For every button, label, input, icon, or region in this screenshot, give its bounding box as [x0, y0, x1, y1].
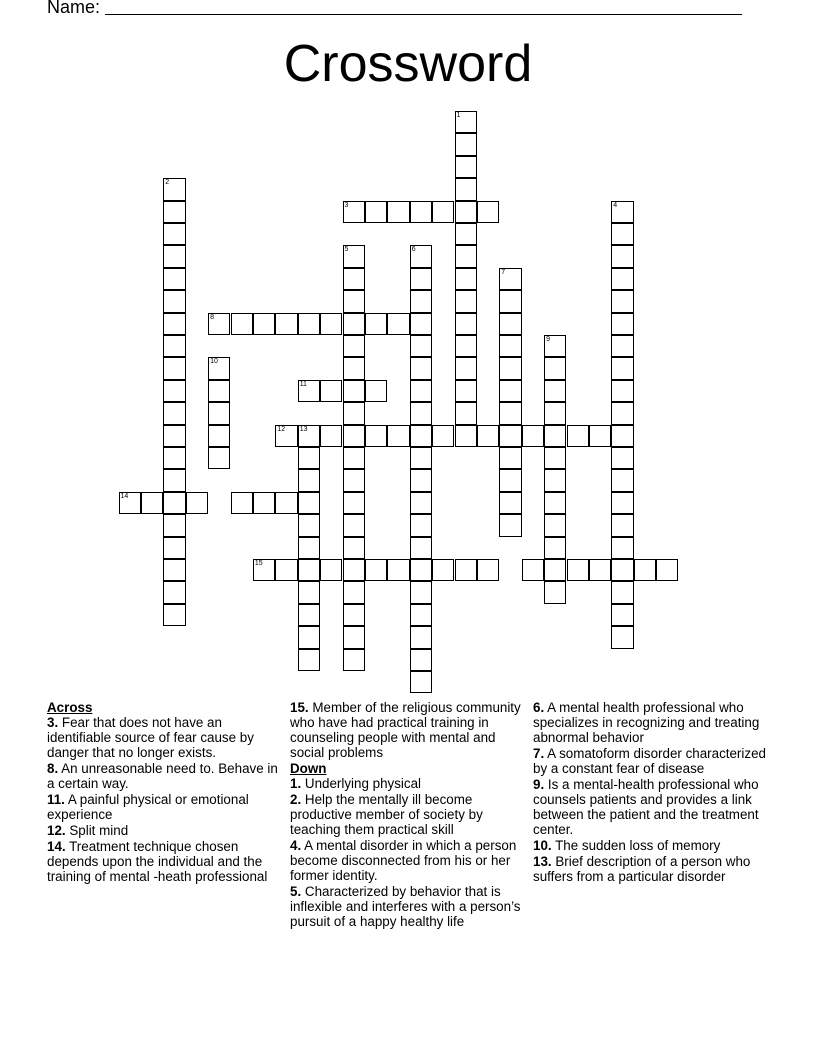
grid-cell[interactable] [477, 559, 499, 581]
grid-cell[interactable] [432, 559, 454, 581]
grid-cell[interactable] [522, 559, 544, 581]
grid-cell[interactable] [163, 537, 185, 559]
grid-cell[interactable] [432, 425, 454, 447]
grid-cell[interactable] [387, 313, 409, 335]
grid-cell[interactable] [298, 425, 320, 447]
grid-cell[interactable] [410, 469, 432, 491]
grid-cell[interactable] [343, 559, 365, 581]
clue-text: A painful physical or emotional experience [47, 792, 249, 822]
grid-cell[interactable] [253, 492, 275, 514]
grid-cell[interactable] [544, 559, 566, 581]
down-heading: Down [290, 761, 327, 776]
grid-cell[interactable] [298, 559, 320, 581]
grid-cell[interactable] [544, 335, 566, 357]
grid-cell[interactable] [298, 649, 320, 671]
grid-cell[interactable] [544, 492, 566, 514]
down-clue-10 [533, 838, 771, 853]
across-clue-3 [47, 715, 285, 760]
grid-cell[interactable] [589, 559, 611, 581]
grid-cell[interactable] [320, 380, 342, 402]
grid-cell[interactable] [163, 447, 185, 469]
grid-cell[interactable] [298, 380, 320, 402]
grid-cell[interactable] [298, 537, 320, 559]
clue-number: 5. [290, 884, 302, 899]
grid-cell[interactable] [410, 604, 432, 626]
grid-cell[interactable] [141, 492, 163, 514]
clue-text: An unreasonable need to. Behave in a certain way. [47, 761, 278, 791]
grid-cell[interactable] [343, 626, 365, 648]
grid-cell[interactable] [544, 425, 566, 447]
clue-number-label: 6 [411, 246, 416, 254]
grid-cell[interactable] [611, 626, 633, 648]
clue-number: 2. [290, 792, 302, 807]
grid-cell[interactable] [410, 671, 432, 693]
clue-number-label: 7 [501, 268, 506, 276]
grid-cell[interactable] [387, 559, 409, 581]
grid-cell[interactable] [163, 245, 185, 267]
grid-cell[interactable] [387, 201, 409, 223]
grid-cell[interactable] [499, 335, 521, 357]
grid-cell[interactable] [499, 313, 521, 335]
grid-cell[interactable] [298, 447, 320, 469]
grid-cell[interactable] [163, 559, 185, 581]
grid-cell[interactable] [231, 492, 253, 514]
grid-cell[interactable] [455, 335, 477, 357]
grid-cell[interactable] [163, 313, 185, 335]
grid-cell[interactable] [343, 245, 365, 267]
grid-cell[interactable] [275, 559, 297, 581]
clue-text: Is a mental-health professional who counsels patients and provides a link between the patient and the treatment center. [533, 777, 759, 837]
grid-cell[interactable] [275, 492, 297, 514]
grid-cell[interactable] [275, 313, 297, 335]
grid-cell[interactable] [163, 268, 185, 290]
clue-number: 3. [47, 715, 59, 730]
clue-number-label: 8 [210, 313, 214, 321]
grid-cell[interactable] [499, 290, 521, 312]
grid-cell[interactable] [477, 201, 499, 223]
grid-cell[interactable] [365, 201, 387, 223]
clue-number: 13. [533, 854, 552, 869]
grid-cell[interactable] [611, 357, 633, 379]
name-label: Name: [47, 0, 101, 17]
grid-cell[interactable] [365, 559, 387, 581]
grid-cell[interactable] [611, 425, 633, 447]
grid-cell[interactable] [410, 626, 432, 648]
grid-cell[interactable] [656, 559, 678, 581]
grid-cell[interactable] [231, 313, 253, 335]
clue-number: 14. [47, 839, 66, 854]
grid-cell[interactable] [186, 492, 208, 514]
down-clue-9 [533, 777, 771, 837]
clue-number-label: 1 [456, 112, 461, 119]
grid-cell[interactable] [611, 447, 633, 469]
grid-cell[interactable] [343, 290, 365, 312]
grid-cell[interactable] [163, 402, 185, 424]
clue-number-label: 12 [277, 425, 286, 433]
grid-cell[interactable] [343, 268, 365, 290]
down-clue-5 [290, 884, 528, 929]
grid-cell[interactable] [410, 380, 432, 402]
grid-cell[interactable] [208, 380, 230, 402]
grid-cell[interactable] [611, 469, 633, 491]
page-title: Crossword [283, 35, 533, 93]
clue-number-label: 10 [210, 358, 218, 366]
clue-number-label: 13 [299, 425, 308, 433]
grid-cell[interactable] [343, 335, 365, 357]
grid-cell[interactable] [611, 268, 633, 290]
grid-cell[interactable] [298, 581, 320, 603]
clue-number: 11. [47, 792, 65, 807]
grid-cell[interactable] [410, 537, 432, 559]
across-clue-14 [47, 839, 285, 884]
clue-number-label: 4 [613, 201, 618, 209]
grid-cell[interactable] [499, 492, 521, 514]
grid-cell[interactable] [432, 201, 454, 223]
grid-cell[interactable] [253, 559, 275, 581]
grid-cell[interactable] [611, 313, 633, 335]
grid-cell[interactable] [455, 290, 477, 312]
grid-cell[interactable] [611, 223, 633, 245]
clue-number-label: 15 [254, 560, 263, 567]
grid-cell[interactable] [298, 604, 320, 626]
grid-cell[interactable] [343, 537, 365, 559]
grid-cell[interactable] [298, 492, 320, 514]
grid-cell[interactable] [410, 514, 432, 536]
grid-cell[interactable] [611, 514, 633, 536]
grid-cell[interactable] [499, 425, 521, 447]
grid-cell[interactable] [343, 581, 365, 603]
clue-number-label: 9 [546, 336, 550, 343]
grid-cell[interactable] [410, 245, 432, 267]
grid-cell[interactable] [298, 469, 320, 491]
grid-cell[interactable] [163, 290, 185, 312]
grid-cell[interactable] [410, 649, 432, 671]
clue-text: Brief description of a person who suffers from a particular disorder [533, 854, 751, 884]
grid-cell[interactable] [455, 313, 477, 335]
grid-cell[interactable] [544, 581, 566, 603]
grid-cell[interactable] [499, 357, 521, 379]
grid-cell[interactable] [163, 581, 185, 603]
grid-cell[interactable] [499, 469, 521, 491]
grid-cell[interactable] [365, 313, 387, 335]
grid-cell[interactable] [163, 425, 185, 447]
clue-number-label: 11 [299, 380, 307, 388]
clue-text: A mental disorder in which a person become disconnected from his or her former identity. [290, 838, 517, 883]
clue-number: 10. [533, 838, 552, 853]
clue-number: 6. [533, 700, 545, 715]
down-clue-4 [290, 838, 528, 883]
grid-cell[interactable] [611, 290, 633, 312]
grid-cell[interactable] [499, 402, 521, 424]
clue-text: Characterized by behavior that is inflexible and interferes with a person’s pursuit of a happy healthy life [290, 884, 521, 929]
down-clue-2 [290, 792, 528, 837]
grid-cell[interactable] [611, 492, 633, 514]
grid-cell[interactable] [567, 425, 589, 447]
grid-cell[interactable] [544, 380, 566, 402]
grid-cell[interactable] [634, 559, 656, 581]
grid-cell[interactable] [343, 514, 365, 536]
grid-cell[interactable] [611, 559, 633, 581]
grid-cell[interactable] [410, 492, 432, 514]
down-clue-7 [533, 746, 771, 776]
grid-cell[interactable] [455, 133, 477, 155]
clue-text: Underlying physical [301, 776, 422, 791]
clue-text: Treatment technique chosen depends upon the individual and the training of mental -heath professional [47, 839, 268, 884]
grid-cell[interactable] [163, 357, 185, 379]
grid-cell[interactable] [163, 604, 185, 626]
grid-cell[interactable] [611, 402, 633, 424]
grid-cell[interactable] [387, 425, 409, 447]
grid-cell[interactable] [253, 313, 275, 335]
across-clue-8 [47, 761, 285, 791]
clue-number-label: 5 [344, 246, 349, 254]
grid-cell[interactable] [163, 514, 185, 536]
clue-number-label: 3 [344, 201, 349, 209]
down-clue-6 [533, 700, 771, 745]
grid-cell[interactable] [410, 335, 432, 357]
grid-cell[interactable] [455, 156, 477, 178]
grid-cell[interactable] [163, 201, 185, 223]
grid-cell[interactable] [410, 357, 432, 379]
grid-cell[interactable] [455, 111, 477, 133]
grid-cell[interactable] [455, 357, 477, 379]
grid-cell[interactable] [163, 335, 185, 357]
grid-cell[interactable] [567, 559, 589, 581]
clue-number-label: 2 [165, 179, 170, 187]
grid-cell[interactable] [544, 447, 566, 469]
grid-cell[interactable] [611, 335, 633, 357]
grid-cell[interactable] [544, 357, 566, 379]
grid-cell[interactable] [499, 514, 521, 536]
grid-cell[interactable] [611, 201, 633, 223]
across-clue-11 [47, 792, 285, 822]
grid-cell[interactable] [343, 469, 365, 491]
clue-number: 8. [47, 761, 59, 776]
grid-cell[interactable] [208, 447, 230, 469]
grid-cell[interactable] [298, 514, 320, 536]
across-clue-15 [290, 700, 528, 760]
grid-cell[interactable] [455, 380, 477, 402]
grid-cell[interactable] [343, 201, 365, 223]
grid-cell[interactable] [320, 313, 342, 335]
grid-cell[interactable] [343, 313, 365, 335]
grid-cell[interactable] [410, 268, 432, 290]
grid-cell[interactable] [455, 178, 477, 200]
clues-column-1 [47, 700, 285, 885]
grid-cell[interactable] [410, 313, 432, 335]
grid-cell[interactable] [343, 604, 365, 626]
clues-column-3 [533, 700, 771, 885]
grid-cell[interactable] [410, 447, 432, 469]
grid-cell[interactable] [499, 380, 521, 402]
grid-cell[interactable] [455, 425, 477, 447]
grid-cell[interactable] [163, 469, 185, 491]
grid-cell[interactable] [365, 425, 387, 447]
grid-cell[interactable] [499, 447, 521, 469]
clue-number: 12. [47, 823, 66, 838]
grid-cell[interactable] [611, 537, 633, 559]
grid-cell[interactable] [365, 380, 387, 402]
grid-cell[interactable] [455, 402, 477, 424]
grid-cell[interactable] [208, 357, 230, 379]
grid-cell[interactable] [298, 313, 320, 335]
grid-cell[interactable] [208, 425, 230, 447]
grid-cell[interactable] [119, 492, 141, 514]
grid-cell[interactable] [343, 447, 365, 469]
clue-number-label: 14 [120, 492, 129, 500]
grid-cell[interactable] [410, 559, 432, 581]
down-clue-13 [533, 854, 771, 884]
grid-cell[interactable] [298, 626, 320, 648]
grid-cell[interactable] [208, 313, 230, 335]
grid-cell[interactable] [275, 425, 297, 447]
grid-cell[interactable] [163, 492, 185, 514]
grid-cell[interactable] [320, 559, 342, 581]
grid-cell[interactable] [455, 268, 477, 290]
grid-cell[interactable] [163, 223, 185, 245]
grid-cell[interactable] [499, 268, 521, 290]
clue-number: 15. [290, 700, 309, 715]
across-heading: Across [47, 700, 93, 715]
clue-number: 1. [290, 776, 302, 791]
grid-cell[interactable] [410, 201, 432, 223]
grid-cell[interactable] [410, 581, 432, 603]
grid-cell[interactable] [455, 223, 477, 245]
grid-cell[interactable] [544, 469, 566, 491]
grid-cell[interactable] [343, 357, 365, 379]
grid-cell[interactable] [410, 402, 432, 424]
grid-cell[interactable] [343, 425, 365, 447]
grid-cell[interactable] [410, 290, 432, 312]
grid-cell[interactable] [343, 492, 365, 514]
down-clue-1 [290, 776, 528, 791]
clue-text: The sudden loss of memory [551, 838, 721, 853]
clue-number: 9. [533, 777, 545, 792]
across-clue-12 [47, 823, 285, 838]
clue-text: Help the mentally ill become productive member of society by teaching them practical skill [290, 792, 483, 837]
clue-text: Member of the religious community who have had practical training in counseling people with mental and social problems [290, 700, 521, 760]
grid-cell[interactable] [522, 425, 544, 447]
grid-cell[interactable] [611, 604, 633, 626]
grid-cell[interactable] [544, 514, 566, 536]
grid-cell[interactable] [611, 380, 633, 402]
clue-text: A mental health professional who specializes in recognizing and treating abnormal behavior [533, 700, 760, 745]
grid-cell[interactable] [455, 559, 477, 581]
grid-cell[interactable] [163, 380, 185, 402]
clue-text: Fear that does not have an identifiable source of fear cause by danger that no longer exists. [47, 715, 254, 760]
grid-cell[interactable] [589, 425, 611, 447]
grid-cell[interactable] [343, 649, 365, 671]
grid-cell[interactable] [343, 380, 365, 402]
grid-cell[interactable] [544, 402, 566, 424]
grid-cell[interactable] [208, 402, 230, 424]
grid-cell[interactable] [544, 537, 566, 559]
grid-cell[interactable] [410, 425, 432, 447]
grid-cell[interactable] [455, 245, 477, 267]
grid-cell[interactable] [477, 425, 499, 447]
clue-text: A somatoform disorder characterized by a constant fear of disease [533, 746, 766, 776]
clue-text: Split mind [65, 823, 129, 838]
grid-cell[interactable] [611, 245, 633, 267]
grid-cell[interactable] [163, 178, 185, 200]
grid-cell[interactable] [455, 201, 477, 223]
clue-number: 7. [533, 746, 545, 761]
grid-cell[interactable] [320, 425, 342, 447]
clues-column-2 [290, 700, 528, 930]
grid-cell[interactable] [343, 402, 365, 424]
clue-number: 4. [290, 838, 302, 853]
grid-cell[interactable] [611, 581, 633, 603]
